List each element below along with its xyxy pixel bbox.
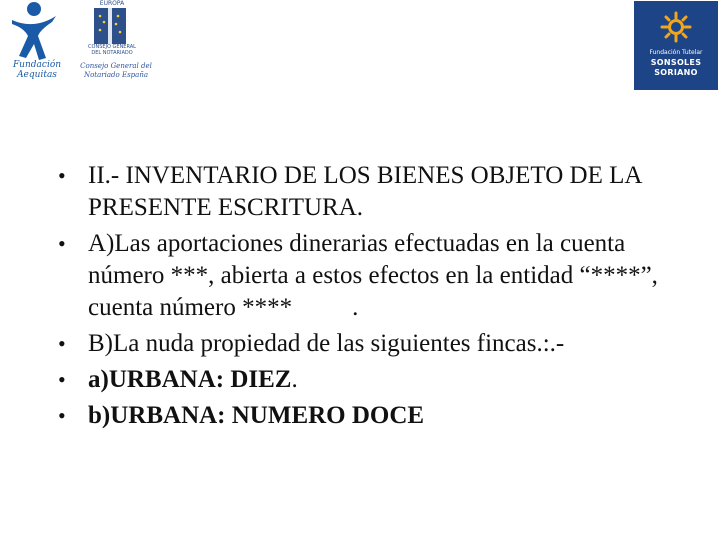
logo-mid-text: Consejo General del Notariado España [80,62,152,79]
bullet-item-aportaciones [58,228,698,324]
bullet-item-nuda-propiedad [58,328,698,360]
slide-body [58,160,698,436]
notariado-logo [64,0,168,92]
logo-mid-caption-bottom: CONSEJO GENERAL DEL NOTARIADO [88,44,136,56]
bullet-text: . [291,366,298,393]
bullet-text: II.- INVENTARIO DE LOS BIENES OBJETO DE LA PRESENTE ESCRITURA. [88,162,642,221]
bullet-item-urbana-diez [58,364,698,396]
fundacion-aequitas-logo [4,0,64,92]
logo-right-line2: SONSOLES [650,58,702,67]
person-figure-icon [8,0,62,62]
bullet-bold-text: b)URBANA: NUMERO DOCE [88,402,425,429]
sonsoles-soriano-logo [634,1,718,90]
bullet-bold-text: a)URBANA: DIEZ [88,366,292,393]
logo-right-line1: Fundación Tutelar [649,49,703,56]
logo-mid-caption-top: EUROPA [99,0,125,7]
bullet-item-urbana-doce [58,400,698,432]
bullet-text: B)La nuda propiedad de las siguientes fincas.:.- [88,330,565,357]
bullet-list [58,160,698,432]
logo-right-line3: SORIANO [654,68,698,77]
logo-left-text: Fundación Aequitas [12,60,62,80]
bullet-text-end: . [352,294,359,321]
bullet-text: A)Las aportaciones dinerarias efectuadas en la cuenta número ***, abierta a estos efectos en la entidad “****”, cuenta número **** [88,230,658,321]
sun-icon [654,11,698,43]
bullet-item-inventario [58,160,698,224]
